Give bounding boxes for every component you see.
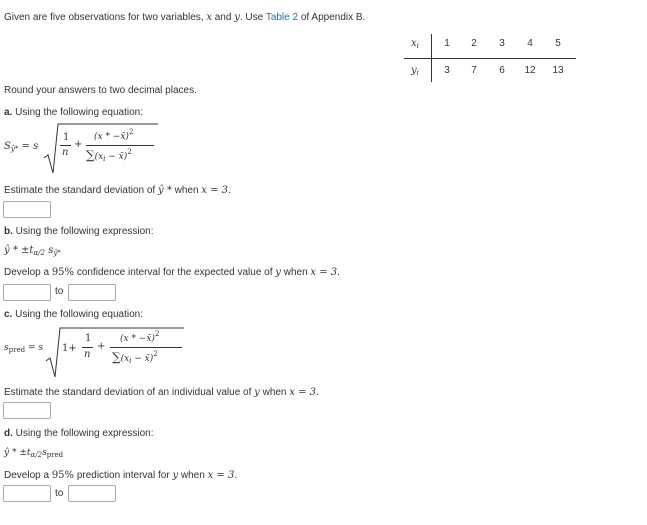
table-divider-horizontal <box>404 58 576 59</box>
y-header: $y_i$ <box>411 65 419 77</box>
y-value: 3 <box>444 65 450 76</box>
part-d-to-label: to <box>55 488 64 499</box>
table-2-link[interactable]: Table 2 <box>265 12 299 23</box>
part-b-develop-text: Develop a 95% confidence interval for the expected value of y when x = 3. <box>4 267 340 278</box>
x-header: $x_i$ <box>411 38 419 50</box>
part-b-upper-input[interactable] <box>68 284 116 301</box>
part-b-heading: b. Using the following expression: <box>4 226 154 237</box>
x-value: 4 <box>527 38 533 49</box>
part-d-lower-input[interactable] <box>3 485 51 502</box>
part-c-estimate-text: Estimate the standard deviation of an individual value of y when x = 3. <box>4 387 319 398</box>
part-c-heading: c. Using the following equation: <box>4 309 143 320</box>
part-a-answer-input[interactable] <box>3 201 51 218</box>
part-a-heading: a. Using the following equation: <box>4 107 143 118</box>
x-value: 2 <box>471 38 477 49</box>
part-b-to-label: to <box>55 286 64 297</box>
x-value: 1 <box>444 38 450 49</box>
y-value: 7 <box>471 65 477 76</box>
y-value: 12 <box>524 65 536 76</box>
expression-d: ŷ * $\pm t_{\alpha/2}s_{pred}$ <box>4 448 64 459</box>
part-a-estimate-text: Estimate the standard deviation of ŷ * when x = 3. <box>4 185 231 196</box>
part-c-answer-input[interactable] <box>3 402 51 419</box>
x-value: 5 <box>555 38 561 49</box>
part-d-develop-text: Develop a 95% prediction interval for y when x = 3. <box>4 470 238 481</box>
part-d-heading: d. Using the following expression: <box>4 428 154 439</box>
expression-b: ŷ * $\pm t_{\alpha/2}$ $s_{ŷ*}$ <box>4 245 61 257</box>
y-value: 6 <box>499 65 505 76</box>
part-d-upper-input[interactable] <box>68 485 116 502</box>
intro-text: Given are five observations for two variables, x and y. Use Table 2 of Appendix B. <box>4 12 366 23</box>
y-value: 13 <box>552 65 564 76</box>
x-value: 3 <box>499 38 505 49</box>
part-b-lower-input[interactable] <box>3 284 51 301</box>
round-note: Round your answers to two decimal places. <box>4 85 197 96</box>
